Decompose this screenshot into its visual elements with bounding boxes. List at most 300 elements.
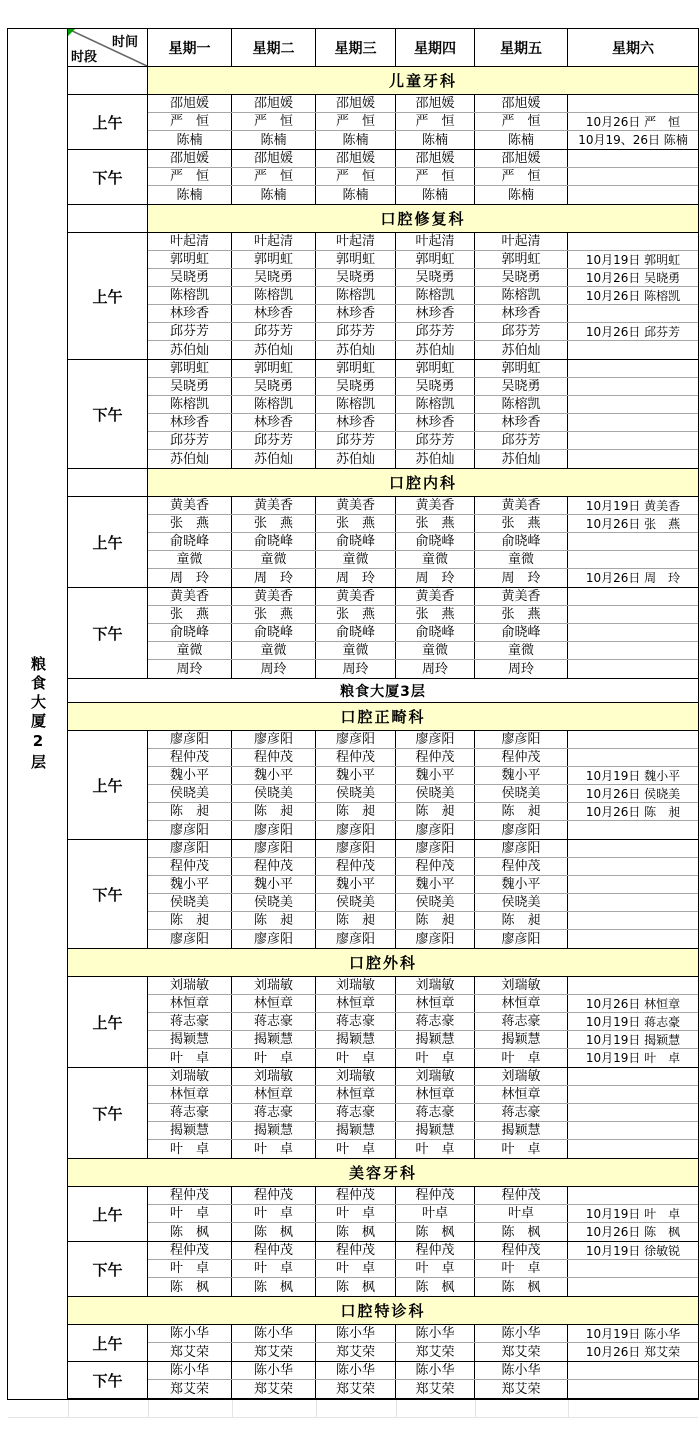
schedule-row xyxy=(148,287,698,305)
grid-strip-cell xyxy=(397,1400,476,1417)
schedule-cell: 蒋志豪 xyxy=(475,1104,568,1121)
period-label: 下午 xyxy=(68,840,148,948)
schedule-cell: 廖彦阳 xyxy=(232,731,316,748)
period-rows xyxy=(148,95,698,149)
saturday-schedule-cell: 10月26日 陈 枫 xyxy=(585,1225,681,1239)
schedule-cell: 林恒章 xyxy=(475,995,568,1012)
schedule-cell: 邱芬芳 xyxy=(316,432,396,449)
schedule-cell: 蒋志豪 xyxy=(475,1013,568,1030)
schedule-row xyxy=(148,606,698,624)
schedule-cell: 魏小平 xyxy=(316,876,396,893)
section-band-row xyxy=(68,703,698,731)
schedule-cell: 廖彦阳 xyxy=(475,731,568,748)
schedule-cell: 张 燕 xyxy=(396,515,475,532)
schedule-cell: 陈楠 xyxy=(475,186,568,204)
schedule-row xyxy=(148,569,698,587)
saturday-schedule-cell xyxy=(568,821,698,839)
schedule-cell: 程仲茂 xyxy=(396,858,475,875)
schedule-cell: 黄美香 xyxy=(148,588,232,605)
schedule-cell: 周玲 xyxy=(316,660,396,678)
schedule-cell: 严 恒 xyxy=(316,168,396,185)
saturday-schedule-cell xyxy=(568,1068,698,1085)
schedule-row xyxy=(148,131,698,149)
schedule-cell: 陈小华 xyxy=(148,1362,232,1379)
schedule-cell: 陈楠 xyxy=(232,186,316,204)
saturday-schedule-cell xyxy=(568,341,698,359)
schedule-cell: 俞晓峰 xyxy=(316,533,396,550)
period-label: 下午 xyxy=(68,588,148,678)
schedule-cell: 邱芬芳 xyxy=(475,323,568,340)
section-band-spacer-cell xyxy=(68,469,148,496)
section-band-spacer-cell xyxy=(68,67,148,94)
schedule-cell: 邵旭媛 xyxy=(232,150,316,167)
schedule-cell: 陈小华 xyxy=(396,1362,475,1379)
schedule-cell: 叶 卓 xyxy=(232,1049,316,1067)
schedule-cell: 侯晓美 xyxy=(316,894,396,911)
schedule-cell: 俞晓峰 xyxy=(232,624,316,641)
schedule-cell: 周玲 xyxy=(475,660,568,678)
schedule-row xyxy=(148,150,698,168)
schedule-cell: 郑艾荣 xyxy=(148,1343,232,1361)
schedule-cell: 魏小平 xyxy=(232,767,316,784)
schedule-cell: 侯晓美 xyxy=(396,894,475,911)
schedule-row xyxy=(148,749,698,767)
schedule-cell: 刘瑞敏 xyxy=(396,977,475,994)
saturday-schedule-cell xyxy=(568,432,698,449)
schedule-cell: 苏伯灿 xyxy=(475,450,568,468)
schedule-cell: 陈榕凯 xyxy=(232,287,316,304)
schedule-cell: 林恒章 xyxy=(148,1086,232,1103)
period-rows xyxy=(148,150,698,204)
schedule-cell: 廖彦阳 xyxy=(148,930,232,948)
grid-strip-cell xyxy=(233,1400,317,1417)
schedule-row xyxy=(148,912,698,930)
schedule-row xyxy=(148,977,698,995)
schedule-row xyxy=(148,840,698,858)
schedule-table xyxy=(7,28,699,1400)
saturday-schedule-cell: 10月26日 严 恒 xyxy=(585,114,681,129)
schedule-cell: 陈楠 xyxy=(316,186,396,204)
saturday-schedule-cell xyxy=(568,186,698,204)
schedule-row xyxy=(148,1140,698,1158)
schedule-cell: 周 玲 xyxy=(475,569,568,587)
schedule-cell: 叶 卓 xyxy=(232,1205,316,1222)
schedule-cell: 廖彦阳 xyxy=(475,840,568,857)
saturday-schedule-cell: 10月26日 周 玲 xyxy=(585,571,681,585)
schedule-cell: 郑艾荣 xyxy=(475,1343,568,1361)
saturday-schedule-cell: 10月19、26日 陈楠 xyxy=(578,133,688,147)
schedule-cell: 揭颖慧 xyxy=(232,1122,316,1139)
schedule-cell: 廖彦阳 xyxy=(232,821,316,839)
schedule-cell: 邵旭媛 xyxy=(475,150,568,167)
saturday-schedule-cell xyxy=(568,360,698,377)
schedule-cell: 周 玲 xyxy=(396,569,475,587)
saturday-schedule-cell xyxy=(568,414,698,431)
period-rows xyxy=(148,731,698,839)
schedule-row xyxy=(148,803,698,821)
period-block xyxy=(68,360,698,469)
schedule-cell: 郭明虹 xyxy=(232,251,316,268)
schedule-cell: 揭颖慧 xyxy=(316,1122,396,1139)
schedule-cell: 林恒章 xyxy=(148,995,232,1012)
schedule-cell: 廖彦阳 xyxy=(396,731,475,748)
schedule-cell: 严 恒 xyxy=(396,168,475,185)
saturday-schedule-cell xyxy=(568,1122,698,1139)
schedule-cell: 俞晓峰 xyxy=(316,624,396,641)
saturday-schedule-cell xyxy=(568,894,698,911)
schedule-cell: 邱芬芳 xyxy=(148,432,232,449)
schedule-cell: 俞晓峰 xyxy=(148,624,232,641)
saturday-schedule-cell xyxy=(568,95,698,112)
schedule-row xyxy=(148,323,698,341)
schedule-cell: 陈 昶 xyxy=(475,803,568,820)
schedule-cell: 张 燕 xyxy=(316,606,396,623)
schedule-cell: 蒋志豪 xyxy=(232,1013,316,1030)
schedule-row xyxy=(148,1068,698,1086)
schedule-cell: 郭明虹 xyxy=(148,251,232,268)
schedule-cell: 程仲茂 xyxy=(475,858,568,875)
schedule-cell: 程仲茂 xyxy=(475,749,568,766)
schedule-row xyxy=(148,251,698,269)
section-band-row xyxy=(68,205,698,233)
schedule-cell: 蒋志豪 xyxy=(316,1013,396,1030)
schedule-cell: 邱芬芳 xyxy=(316,323,396,340)
schedule-cell: 陈 枫 xyxy=(396,1278,475,1296)
section-band-row xyxy=(68,1159,698,1187)
period-label: 上午 xyxy=(68,95,148,149)
schedule-cell: 周玲 xyxy=(148,660,232,678)
schedule-cell: 刘瑞敏 xyxy=(148,977,232,994)
schedule-cell: 林珍香 xyxy=(316,414,396,431)
schedule-cell: 叶 卓 xyxy=(316,1140,396,1158)
schedule-row xyxy=(148,876,698,894)
saturday-schedule-cell: 10月19日 蒋志豪 xyxy=(585,1014,681,1029)
schedule-cell: 陈 枫 xyxy=(232,1278,316,1296)
schedule-cell: 侯晓美 xyxy=(232,785,316,802)
schedule-cell: 邱芬芳 xyxy=(475,432,568,449)
schedule-cell: 叶 卓 xyxy=(148,1049,232,1067)
day-header-monday: 星期一 xyxy=(148,29,232,66)
schedule-row xyxy=(148,642,698,660)
period-rows xyxy=(148,1362,698,1398)
schedule-cell: 程仲茂 xyxy=(148,1187,232,1204)
schedule-cell: 廖彦阳 xyxy=(148,821,232,839)
schedule-cell: 童微 xyxy=(148,551,232,568)
schedule-cell: 林珍香 xyxy=(396,414,475,431)
schedule-cell: 叶 卓 xyxy=(232,1260,316,1277)
schedule-cell: 林珍香 xyxy=(475,414,568,431)
schedule-cell: 陈小华 xyxy=(396,1325,475,1342)
saturday-schedule-cell: 10月26日 吴晓勇 xyxy=(585,270,681,285)
schedule-row xyxy=(148,1278,698,1296)
period-block xyxy=(68,840,698,949)
schedule-main xyxy=(68,29,698,1399)
sections-root xyxy=(68,67,698,1399)
schedule-cell: 陈榕凯 xyxy=(396,396,475,413)
schedule-row xyxy=(148,1013,698,1031)
schedule-cell: 吴晓勇 xyxy=(148,269,232,286)
schedule-cell: 严 恒 xyxy=(475,168,568,185)
schedule-cell: 程仲茂 xyxy=(148,1242,232,1259)
saturday-schedule-cell: 10月26日 邱芬芳 xyxy=(585,324,681,339)
schedule-cell: 陈 昶 xyxy=(396,912,475,929)
grid-strip-cell xyxy=(8,1400,69,1417)
schedule-cell: 邵旭媛 xyxy=(475,95,568,112)
schedule-cell: 俞晓峰 xyxy=(232,533,316,550)
schedule-cell: 张 燕 xyxy=(475,606,568,623)
period-rows xyxy=(148,1068,698,1158)
schedule-cell: 程仲茂 xyxy=(232,1242,316,1259)
schedule-cell: 刘瑞敏 xyxy=(316,1068,396,1085)
schedule-cell: 吴晓勇 xyxy=(232,378,316,395)
spreadsheet-grid-strip xyxy=(8,1400,698,1418)
period-block xyxy=(68,1068,698,1159)
schedule-cell: 魏小平 xyxy=(475,876,568,893)
schedule-cell: 揭颖慧 xyxy=(316,1031,396,1048)
schedule-cell: 郭明虹 xyxy=(316,360,396,377)
schedule-row xyxy=(148,995,698,1013)
schedule-cell: 陈 昶 xyxy=(232,803,316,820)
schedule-cell: 陈楠 xyxy=(316,131,396,149)
schedule-cell: 黄美香 xyxy=(316,588,396,605)
saturday-schedule-cell xyxy=(568,1380,698,1398)
schedule-cell: 黄美香 xyxy=(396,497,475,514)
schedule-cell: 程仲茂 xyxy=(316,1187,396,1204)
saturday-schedule-cell xyxy=(568,305,698,322)
saturday-schedule-cell: 10月26日 陈榕凯 xyxy=(585,288,681,303)
schedule-cell: 郭明虹 xyxy=(396,360,475,377)
schedule-cell: 程仲茂 xyxy=(232,1187,316,1204)
corner-label-time: 时间 xyxy=(111,35,138,50)
schedule-cell: 苏伯灿 xyxy=(232,450,316,468)
schedule-row xyxy=(148,1242,698,1260)
schedule-cell: 陈楠 xyxy=(148,131,232,149)
schedule-cell: 陈 昶 xyxy=(232,912,316,929)
saturday-schedule-cell xyxy=(568,378,698,395)
schedule-row xyxy=(148,360,698,378)
saturday-schedule-cell xyxy=(568,977,698,994)
schedule-cell: 叶 卓 xyxy=(316,1260,396,1277)
grid-strip-cell xyxy=(149,1400,233,1417)
schedule-cell: 林恒章 xyxy=(316,1086,396,1103)
schedule-cell: 邱芬芳 xyxy=(396,323,475,340)
schedule-cell: 侯晓美 xyxy=(316,785,396,802)
saturday-schedule-cell: 10月26日 侯晓美 xyxy=(585,786,681,801)
schedule-cell: 黄美香 xyxy=(475,497,568,514)
period-rows xyxy=(148,1187,698,1241)
schedule-cell: 严 恒 xyxy=(396,113,475,130)
saturday-schedule-cell xyxy=(568,168,698,185)
schedule-cell: 邵旭媛 xyxy=(396,95,475,112)
saturday-schedule-cell xyxy=(568,533,698,550)
schedule-cell: 林珍香 xyxy=(475,305,568,322)
schedule-row xyxy=(148,1122,698,1140)
saturday-schedule-cell xyxy=(568,1104,698,1121)
schedule-cell: 陈楠 xyxy=(396,131,475,149)
schedule-row xyxy=(148,1362,698,1380)
schedule-row xyxy=(148,414,698,432)
schedule-cell: 侯晓美 xyxy=(148,785,232,802)
section-title: 口腔内科 xyxy=(148,469,698,496)
schedule-cell: 刘瑞敏 xyxy=(232,977,316,994)
schedule-cell: 程仲茂 xyxy=(316,1242,396,1259)
schedule-cell: 程仲茂 xyxy=(475,1242,568,1259)
saturday-schedule-cell xyxy=(568,1140,698,1158)
floor3-divider-label: 粮食大厦3层 xyxy=(68,679,698,703)
schedule-cell: 廖彦阳 xyxy=(148,840,232,857)
schedule-cell: 郑艾荣 xyxy=(396,1380,475,1398)
schedule-cell: 苏伯灿 xyxy=(396,450,475,468)
schedule-cell: 魏小平 xyxy=(396,876,475,893)
schedule-row xyxy=(148,450,698,468)
schedule-row xyxy=(148,1086,698,1104)
schedule-cell: 侯晓美 xyxy=(232,894,316,911)
saturday-schedule-cell: 10月26日 郑艾荣 xyxy=(585,1345,681,1359)
period-label: 下午 xyxy=(68,1242,148,1296)
schedule-cell: 郑艾荣 xyxy=(316,1380,396,1398)
schedule-cell: 林恒章 xyxy=(232,995,316,1012)
schedule-cell: 刘瑞敏 xyxy=(148,1068,232,1085)
schedule-cell: 林珍香 xyxy=(396,305,475,322)
schedule-cell: 林恒章 xyxy=(396,995,475,1012)
saturday-schedule-cell: 10月19日 郭明虹 xyxy=(585,252,681,267)
schedule-row xyxy=(148,767,698,785)
schedule-cell: 揭颖慧 xyxy=(396,1031,475,1048)
schedule-cell: 黄美香 xyxy=(148,497,232,514)
schedule-row xyxy=(148,624,698,642)
schedule-cell: 揭颖慧 xyxy=(475,1031,568,1048)
schedule-cell: 刘瑞敏 xyxy=(475,1068,568,1085)
schedule-row xyxy=(148,821,698,839)
schedule-cell: 叶 卓 xyxy=(232,1140,316,1158)
saturday-schedule-cell xyxy=(568,731,698,748)
schedule-cell: 陈 昶 xyxy=(316,912,396,929)
schedule-cell: 郭明虹 xyxy=(316,251,396,268)
schedule-cell: 林珍香 xyxy=(232,414,316,431)
period-block xyxy=(68,95,698,150)
schedule-cell: 廖彦阳 xyxy=(232,840,316,857)
schedule-cell: 林珍香 xyxy=(148,414,232,431)
schedule-cell: 魏小平 xyxy=(316,767,396,784)
schedule-cell: 陈 枫 xyxy=(316,1278,396,1296)
period-rows xyxy=(148,360,698,468)
schedule-cell: 邱芬芳 xyxy=(232,323,316,340)
schedule-cell: 叶卓 xyxy=(396,1205,475,1222)
period-block xyxy=(68,150,698,205)
period-block xyxy=(68,731,698,840)
schedule-cell: 廖彦阳 xyxy=(396,821,475,839)
schedule-cell: 郑艾荣 xyxy=(316,1343,396,1361)
saturday-schedule-cell: 10月19日 陈小华 xyxy=(585,1326,681,1341)
period-block xyxy=(68,588,698,679)
schedule-cell: 侯晓美 xyxy=(396,785,475,802)
schedule-cell: 叶起清 xyxy=(475,233,568,250)
saturday-schedule-cell xyxy=(568,858,698,875)
schedule-cell: 魏小平 xyxy=(148,876,232,893)
schedule-cell: 童微 xyxy=(232,551,316,568)
schedule-row xyxy=(148,731,698,749)
schedule-cell: 林恒章 xyxy=(316,995,396,1012)
schedule-cell: 林恒章 xyxy=(396,1086,475,1103)
schedule-row xyxy=(148,497,698,515)
grid-strip-cell xyxy=(317,1400,397,1417)
schedule-row xyxy=(148,1223,698,1241)
schedule-cell: 陈 昶 xyxy=(396,803,475,820)
schedule-cell: 陈楠 xyxy=(396,186,475,204)
saturday-schedule-cell: 10月19日 魏小平 xyxy=(585,768,681,783)
schedule-cell: 刘瑞敏 xyxy=(232,1068,316,1085)
schedule-cell: 邵旭媛 xyxy=(316,150,396,167)
schedule-cell: 叶 卓 xyxy=(396,1049,475,1067)
period-label: 上午 xyxy=(68,1187,148,1241)
schedule-cell: 张 燕 xyxy=(148,515,232,532)
schedule-cell: 苏伯灿 xyxy=(316,341,396,359)
saturday-schedule-cell xyxy=(568,660,698,678)
schedule-cell: 蒋志豪 xyxy=(148,1013,232,1030)
schedule-cell: 陈榕凯 xyxy=(316,287,396,304)
saturday-schedule-cell xyxy=(568,1278,698,1296)
schedule-row xyxy=(148,785,698,803)
schedule-row xyxy=(148,113,698,131)
schedule-cell: 陈 枫 xyxy=(475,1278,568,1296)
schedule-cell: 俞晓峰 xyxy=(475,624,568,641)
schedule-cell: 吴晓勇 xyxy=(148,378,232,395)
schedule-cell: 陈 枫 xyxy=(396,1223,475,1241)
saturday-schedule-cell xyxy=(568,642,698,659)
schedule-cell: 周玲 xyxy=(396,660,475,678)
schedule-cell: 蒋志豪 xyxy=(232,1104,316,1121)
saturday-schedule-cell: 10月26日 林恒章 xyxy=(585,996,681,1011)
schedule-row xyxy=(148,432,698,450)
period-rows xyxy=(148,588,698,678)
period-block xyxy=(68,233,698,360)
schedule-cell: 林珍香 xyxy=(232,305,316,322)
schedule-cell: 侯晓美 xyxy=(148,894,232,911)
schedule-cell: 陈 枫 xyxy=(232,1223,316,1241)
grid-strip-cell xyxy=(69,1400,149,1417)
schedule-cell: 郑艾荣 xyxy=(396,1343,475,1361)
schedule-row xyxy=(148,515,698,533)
schedule-cell: 郭明虹 xyxy=(475,360,568,377)
schedule-cell: 廖彦阳 xyxy=(396,930,475,948)
schedule-row xyxy=(148,533,698,551)
schedule-cell: 叶起清 xyxy=(148,233,232,250)
schedule-cell: 苏伯灿 xyxy=(396,341,475,359)
schedule-cell: 叶卓 xyxy=(475,1205,568,1222)
saturday-schedule-cell xyxy=(568,606,698,623)
schedule-cell: 郭明虹 xyxy=(148,360,232,377)
schedule-row xyxy=(148,95,698,113)
schedule-cell: 陈 枫 xyxy=(148,1223,232,1241)
section-title: 口腔特诊科 xyxy=(68,1297,698,1324)
schedule-row xyxy=(148,1104,698,1122)
schedule-row xyxy=(148,378,698,396)
section-title: 美容牙科 xyxy=(68,1159,698,1186)
period-block xyxy=(68,1362,698,1399)
schedule-cell: 程仲茂 xyxy=(475,1187,568,1204)
schedule-cell: 陈 枫 xyxy=(475,1223,568,1241)
building-floor-label: 粮食大厦2层 xyxy=(29,655,47,773)
schedule-cell: 张 燕 xyxy=(396,606,475,623)
schedule-cell: 陈小华 xyxy=(316,1325,396,1342)
schedule-cell: 周 玲 xyxy=(316,569,396,587)
schedule-cell: 严 恒 xyxy=(148,113,232,130)
schedule-cell: 廖彦阳 xyxy=(148,731,232,748)
schedule-cell: 揭颖慧 xyxy=(148,1122,232,1139)
schedule-cell: 郭明虹 xyxy=(232,360,316,377)
period-label: 上午 xyxy=(68,497,148,587)
schedule-cell: 严 恒 xyxy=(232,113,316,130)
